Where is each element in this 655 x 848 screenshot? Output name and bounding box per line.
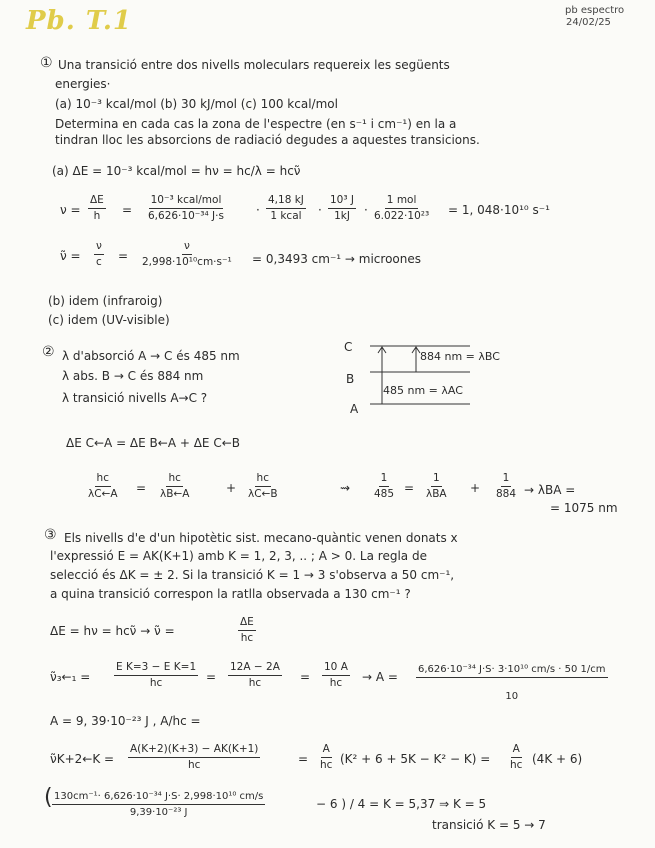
dot: · (364, 203, 368, 217)
p1-c-line: (c) idem (UV-visible) (48, 313, 170, 327)
level-c-label: C (344, 340, 353, 354)
energy-level-diagram (340, 336, 490, 416)
p3-line2: l'expressió E = AK(K+1) amb K = 1, 2, 3, .. ; A > 0. La regla de (50, 549, 427, 563)
p1-task-2: tindran lloc les absorcions de radiació degudes a aquestes transicions. (55, 133, 480, 147)
p3-4k: (4K + 6) (532, 752, 583, 766)
p1-statement-1: Una transició entre dos nivells moleculars requereix les següents (58, 58, 450, 72)
level-b-label: B (346, 372, 355, 386)
p3-line1: Els nivells d'e d'un hipotètic sist. mecano-quàntic venen donats x (64, 531, 458, 545)
p2-result-2: = 1075 nm (550, 501, 618, 515)
p1-statement-2: energies· (55, 77, 111, 91)
eq-sign: = (298, 752, 309, 766)
corner-note: pb espectro (565, 5, 625, 16)
p2-line1: λ d'absorció A → C és 485 nm (62, 349, 240, 363)
frac-a-hc-2: $\frac{A}{hc}$ (510, 743, 523, 771)
p1-nu-lhs: ν = (60, 203, 81, 217)
frac-dE-h: $\frac{\Delta E}{h}$ (90, 194, 104, 222)
frac-1-485: $\frac{1}{485}$ (374, 472, 395, 500)
squiggle-arrow: ⇝ (340, 481, 351, 495)
p3-transition: transició K = 5 → 7 (432, 818, 546, 832)
frac-1-884: $\frac{1}{884}$ (496, 472, 517, 500)
frac-kj: 4,18 kJ 1 kcal (268, 194, 304, 222)
p3-line4: a quina transició correspon la ratlla observada a 130 cm⁻¹ ? (50, 587, 411, 601)
p3-a-value: A = 9, 39·10⁻²³ J , A/hc = (50, 714, 201, 728)
p1-nu-result: = 1, 048·10¹⁰ s⁻¹ (448, 203, 550, 217)
frac-12a: $\frac{12A - 2A}{hc}$ (230, 661, 280, 689)
p2-line3: λ transició nivells A→C ? (62, 391, 208, 405)
p2-line2: λ abs. B → C és 884 nm (62, 369, 204, 383)
p1-a-energy: (a) ΔE = 10⁻³ kcal/mol = hν = hc/λ = hcν̃ (52, 164, 301, 178)
eq-sign: = (206, 670, 217, 684)
p1-options: (a) 10⁻³ kcal/mol (b) 30 kJ/mol (c) 100 kcal/mol (55, 97, 338, 111)
eq-sign: = (300, 670, 311, 684)
frac-j: $\frac{\text{10³ J}}{1kJ}$ (330, 194, 355, 222)
problem1-marker: ① (40, 55, 53, 71)
frac-1-lba: 1 λBA (426, 472, 447, 500)
frac-hc-ba: $\frac{hc}{\lambda B\leftarrow A}$ (160, 472, 190, 500)
frac-ek: $\frac{\text{E K=3 − E K=1}}{hc}$ (116, 661, 197, 689)
p1-wn-result: = 0,3493 cm⁻¹ → microones (252, 252, 422, 266)
corner-date: 24/02/25 (566, 17, 611, 28)
p3-line3: selecció és ΔK = ± 2. Si la transició K = 1 → 3 s'observa a 50 cm⁻¹, (50, 568, 455, 582)
page-title: Pb. T.1 (26, 6, 132, 36)
frac-nu-c2: $\frac{\nu}{\text{2,998·10¹⁰cm·s⁻¹}}$ (142, 240, 232, 268)
frac-hc-ca: $\frac{hc}{\lambda C\leftarrow A}$ (88, 472, 118, 500)
p3-nuk: ν̃K+2←K = (50, 752, 115, 766)
p1-wn-lhs: ν̃ = (60, 249, 81, 263)
plus-sign: + (470, 481, 481, 495)
frac-mol: 1 mol 6.022·10²³ (374, 194, 430, 222)
p3-arrow-a: → A = (362, 670, 398, 684)
problem2-marker: ② (42, 344, 55, 360)
p2-sum-eq: ΔE C←A = ΔE B←A + ΔE C←B (66, 436, 240, 450)
dot: · (318, 203, 322, 217)
eq-sign: = (122, 203, 133, 217)
p3-eq1-left: ΔE = hν = hcν̃ → ν̃ = (50, 624, 175, 638)
frac-a-hc: $\frac{A}{hc}$ (320, 743, 333, 771)
frac-hc-cb: $\frac{hc}{\lambda C\leftarrow B}$ (248, 472, 278, 500)
frac-kcal: 10⁻³ kcal/mol 6,626·10⁻³⁴ J·s (148, 194, 224, 222)
level-a-label: A (350, 402, 359, 416)
label-ac: 485 nm = λAC (383, 384, 463, 397)
p1-b-line: (b) idem (infraroig) (48, 294, 163, 308)
p3-last-tail: − 6 ) / 4 = K = 5,37 ⇒ K = 5 (316, 797, 487, 811)
label-bc: 884 nm = λBC (420, 350, 500, 363)
frac-last: $\frac{\text{130cm⁻¹· 6,626·10⁻³⁴ J·S· 2,998·10¹⁰ cm/s}}{\text{9,39·10⁻²³ J}}$ (54, 791, 264, 818)
open-paren: ( (44, 785, 53, 810)
p3-nu31: ν̃₃←₁ = (50, 670, 91, 684)
p3-expand: (K² + 6 + 5K − K² − K) = (340, 752, 491, 766)
problem3-marker: ③ (44, 527, 57, 543)
frac-nu-c: $\frac{\nu}{c}$ (96, 240, 102, 268)
frac-A-value: $\frac{\text{6,626·10⁻³⁴ J·S· 3·10¹⁰ cm/s · 50 1/cm}}{10}$ (418, 664, 606, 702)
plus-sign: + (226, 481, 237, 495)
p1-task-1: Determina en cada cas la zona de l'espectre (en s⁻¹ i cm⁻¹) en la a (55, 117, 457, 131)
eq-sign: = (118, 249, 129, 263)
frac-10a: $\frac{10 A}{hc}$ (324, 661, 348, 689)
eq-sign: = (404, 481, 415, 495)
p2-result-1: → λBA = (524, 483, 576, 497)
dot: · (256, 203, 260, 217)
frac-ak: $\frac{A(K+2)(K+3) - AK(K+1)}{hc}$ (130, 743, 259, 771)
eq-sign: = (136, 481, 147, 495)
frac-dE-hc: $\frac{\Delta E}{hc}$ (240, 616, 254, 644)
